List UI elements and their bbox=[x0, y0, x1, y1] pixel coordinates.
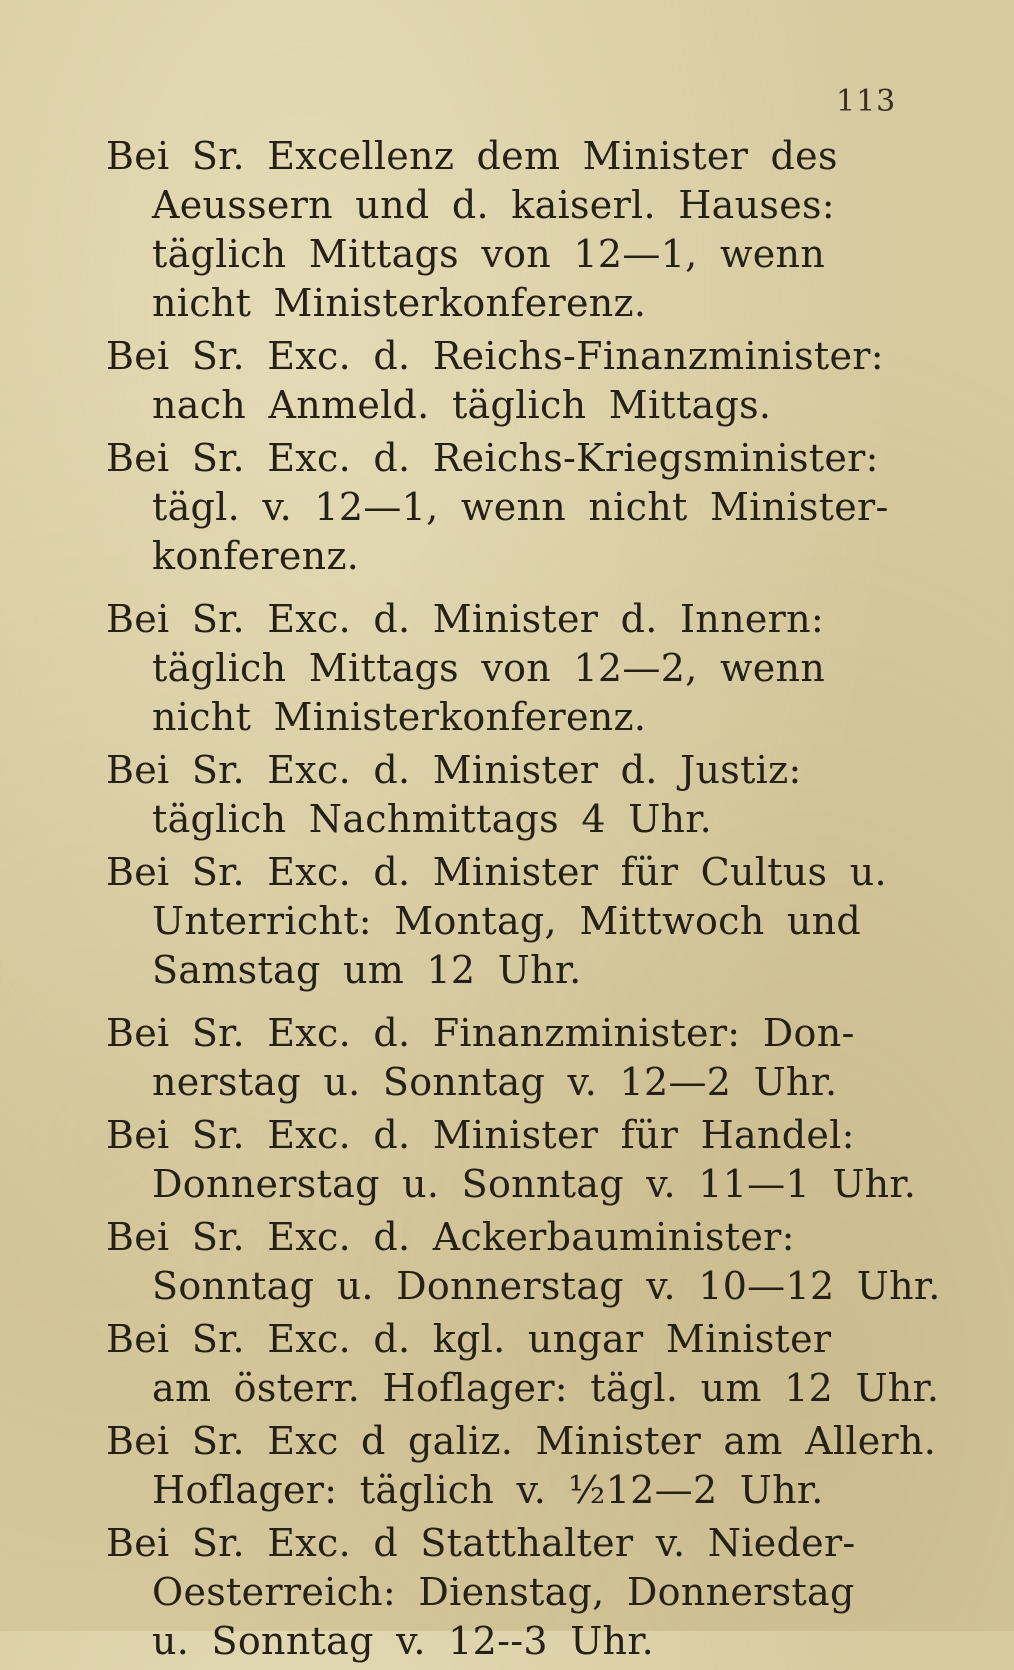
audience-hours-list bbox=[80, 132, 941, 1670]
entry-line: Bei Sr. Exc d galiz. Minister am Allerh. bbox=[106, 1419, 937, 1463]
entry-minister-handel bbox=[80, 1111, 917, 1209]
entry-line: Hoflager: täglich v. ½12—2 Uhr. bbox=[152, 1468, 824, 1512]
entry-line: Unterricht: Montag, Mittwoch und bbox=[152, 899, 862, 943]
entry-line: Bei Sr. Exc. d. Reichs-Kriegsminister: bbox=[106, 436, 879, 480]
entry-minister-innern bbox=[80, 595, 900, 742]
entry-line: am österr. Hoflager: tägl. um 12 Uhr. bbox=[152, 1366, 940, 1410]
entry-line: täglich Mittags von 12—2, wenn bbox=[152, 646, 826, 690]
entry-line: nerstag u. Sonntag v. 12—2 Uhr. bbox=[152, 1060, 838, 1104]
entry-minister-justiz bbox=[80, 746, 900, 844]
entry-minister-cultus bbox=[80, 848, 900, 995]
entry-line: Bei Sr. Exc. d. Minister für Cultus u. bbox=[106, 850, 887, 894]
entry-galiz-minister bbox=[80, 1417, 937, 1515]
entry-line: Bei Sr. Exc. d. Ackerbauminister: bbox=[106, 1215, 795, 1259]
entry-line: Oesterreich: Dienstag, Donnerstag bbox=[152, 1570, 855, 1614]
entry-line: täglich Nachmittags 4 Uhr. bbox=[152, 797, 712, 841]
entry-foreign-minister bbox=[80, 132, 900, 328]
entry-line: Aeussern und d. kaiserl. Hauses: bbox=[152, 183, 835, 227]
entry-line: Bei Sr. Exc. d Statthalter v. Nieder- bbox=[106, 1521, 856, 1565]
page-number: 113 bbox=[836, 84, 897, 119]
entry-line: Bei Sr. Exc. d. Minister für Handel: bbox=[106, 1113, 855, 1157]
entry-line: Bei Sr. Exc. d. Finanzminister: Don- bbox=[106, 1011, 855, 1055]
entry-line: Sonntag u. Donnerstag v. 10—12 Uhr. bbox=[152, 1264, 941, 1308]
spacer bbox=[80, 585, 900, 595]
entry-reichs-kriegsminister bbox=[80, 434, 900, 581]
entry-line: nicht Ministerkonferenz. bbox=[152, 281, 647, 325]
entry-line: nicht Ministerkonferenz. bbox=[152, 695, 647, 739]
entry-line: Donnerstag u. Sonntag v. 11—1 Uhr. bbox=[152, 1162, 917, 1206]
entry-statthalter bbox=[80, 1519, 900, 1666]
entry-line: Bei Sr. Exc. d. Minister d. Justiz: bbox=[106, 748, 802, 792]
entry-line: tägl. v. 12—1, wenn nicht Minister- bbox=[152, 485, 889, 529]
entry-line: nach Anmeld. täglich Mittags. bbox=[152, 383, 772, 427]
entry-line: Bei Sr. Exc. d. Minister d. Innern: bbox=[106, 597, 824, 641]
entry-finanzminister bbox=[80, 1009, 900, 1107]
entry-line: Bei Sr. Exc. d. Reichs-Finanzminister: bbox=[106, 334, 884, 378]
entry-line: Bei Sr. Exc. d. kgl. ungar Minister bbox=[106, 1317, 832, 1361]
spacer bbox=[80, 999, 900, 1009]
entry-reichs-finanzminister bbox=[80, 332, 900, 430]
entry-ackerbauminister bbox=[80, 1213, 941, 1311]
entry-line: u. Sonntag v. 12--3 Uhr. bbox=[152, 1619, 654, 1663]
entry-ungar-minister bbox=[80, 1315, 940, 1413]
entry-line: konferenz. bbox=[152, 534, 360, 578]
entry-line: Samstag um 12 Uhr. bbox=[152, 948, 582, 992]
entry-line: täglich Mittags von 12—1, wenn bbox=[152, 232, 826, 276]
entry-line: Bei Sr. Excellenz dem Minister des bbox=[106, 134, 838, 178]
